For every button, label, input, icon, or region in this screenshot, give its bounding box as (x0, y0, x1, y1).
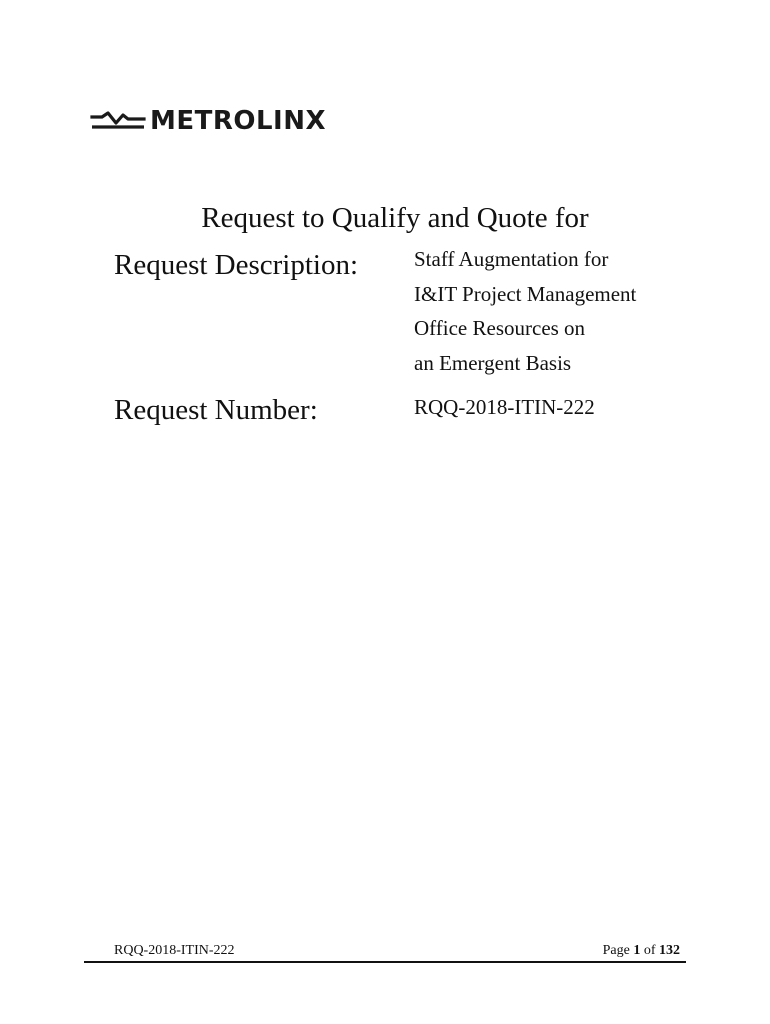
logo-text: METROLINX (150, 106, 327, 136)
request-description-label: Request Description: (114, 249, 359, 281)
request-number-label: Request Number: (114, 394, 318, 426)
request-number-value: RQQ-2018-ITIN-222 (414, 395, 595, 419)
description-line: Office Resources on (414, 316, 586, 340)
page-footer (84, 941, 686, 963)
page-total: 132 (659, 943, 680, 958)
request-description-value (414, 242, 714, 380)
footer-reference: RQQ-2018-ITIN-222 (114, 943, 235, 958)
page-current: 1 (633, 943, 641, 958)
metrolinx-wave-icon (90, 109, 146, 133)
page-counter (603, 941, 680, 961)
description-line: I&IT Project Management (414, 281, 637, 306)
description-line: Staff Augmentation for (414, 247, 609, 271)
page-of: of (643, 943, 656, 958)
page-prefix: Page (602, 943, 630, 958)
metrolinx-logo (90, 106, 326, 136)
document-title: Request to Qualify and Quote for (201, 202, 589, 234)
description-line: an Emergent Basis (414, 350, 572, 375)
